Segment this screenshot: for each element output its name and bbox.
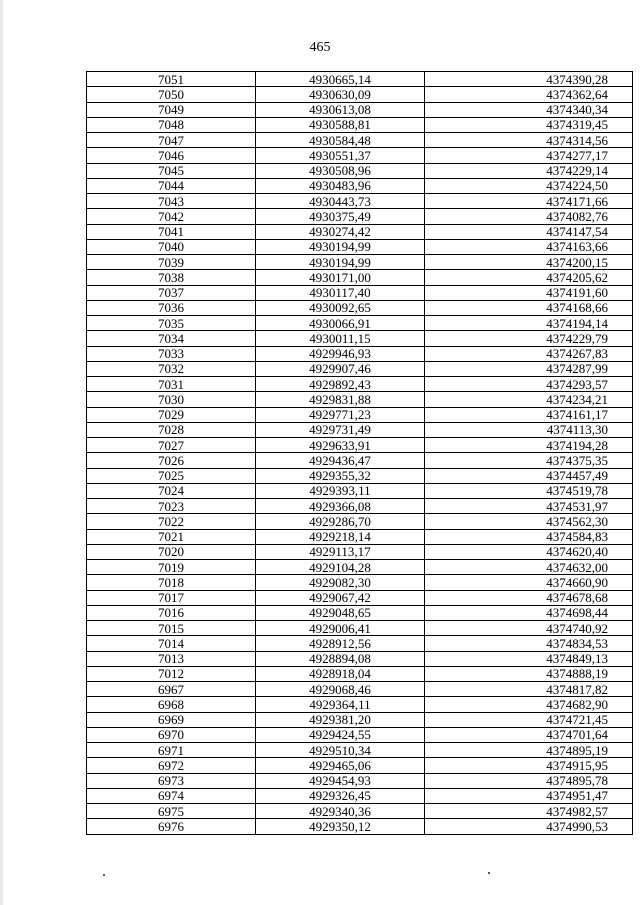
table-row	[87, 636, 633, 651]
table-row	[87, 178, 633, 193]
y-coordinate-cell: 4374147,54	[425, 224, 633, 239]
point-number-cell: 7013	[87, 651, 256, 666]
point-number-cell: 7017	[87, 590, 256, 605]
x-coordinate-cell: 4930194,99	[256, 255, 425, 270]
x-coordinate-cell: 4929082,30	[256, 575, 425, 590]
x-coordinate-cell: 4929393,11	[256, 483, 425, 498]
table-row	[87, 117, 633, 132]
x-coordinate-cell: 4929831,88	[256, 392, 425, 407]
y-coordinate-cell: 4374234,21	[425, 392, 633, 407]
point-number-cell: 7036	[87, 300, 256, 315]
table-row	[87, 575, 633, 590]
point-number-cell: 7035	[87, 316, 256, 331]
point-number-cell: 7012	[87, 666, 256, 681]
y-coordinate-cell: 4374740,92	[425, 621, 633, 636]
y-coordinate-cell: 4374168,66	[425, 300, 633, 315]
point-number-cell: 7019	[87, 560, 256, 575]
scan-edge	[0, 0, 3, 905]
table-row	[87, 133, 633, 148]
point-number-cell: 7049	[87, 102, 256, 117]
x-coordinate-cell: 4930630,09	[256, 87, 425, 102]
table-row	[87, 453, 633, 468]
x-coordinate-cell: 4930375,49	[256, 209, 425, 224]
point-number-cell: 7041	[87, 224, 256, 239]
point-number-cell: 7014	[87, 636, 256, 651]
x-coordinate-cell: 4929633,91	[256, 438, 425, 453]
table-row	[87, 377, 633, 392]
point-number-cell: 7027	[87, 438, 256, 453]
x-coordinate-cell: 4929326,45	[256, 788, 425, 803]
table-row	[87, 529, 633, 544]
x-coordinate-cell: 4928894,08	[256, 651, 425, 666]
point-number-cell: 7051	[87, 72, 256, 87]
table-row	[87, 743, 633, 758]
point-number-cell: 7034	[87, 331, 256, 346]
scan-dot	[488, 872, 490, 874]
point-number-cell: 7015	[87, 621, 256, 636]
x-coordinate-cell: 4929364,11	[256, 697, 425, 712]
x-coordinate-cell: 4930443,73	[256, 194, 425, 209]
point-number-cell: 7048	[87, 117, 256, 132]
point-number-cell: 7029	[87, 407, 256, 422]
x-coordinate-cell: 4928912,56	[256, 636, 425, 651]
x-coordinate-cell: 4930117,40	[256, 285, 425, 300]
x-coordinate-cell: 4929892,43	[256, 377, 425, 392]
y-coordinate-cell: 4374457,49	[425, 468, 633, 483]
table-row	[87, 102, 633, 117]
table-row	[87, 300, 633, 315]
table-row	[87, 666, 633, 681]
point-number-cell: 7045	[87, 163, 256, 178]
x-coordinate-cell: 4929907,46	[256, 361, 425, 376]
table-row	[87, 72, 633, 87]
point-number-cell: 6974	[87, 788, 256, 803]
point-number-cell: 7043	[87, 194, 256, 209]
y-coordinate-cell: 4374267,83	[425, 346, 633, 361]
table-row	[87, 712, 633, 727]
x-coordinate-cell: 4929104,28	[256, 560, 425, 575]
point-number-cell: 7032	[87, 361, 256, 376]
x-coordinate-cell: 4930274,42	[256, 224, 425, 239]
x-coordinate-cell: 4929355,32	[256, 468, 425, 483]
y-coordinate-cell: 4374229,79	[425, 331, 633, 346]
point-number-cell: 7020	[87, 544, 256, 559]
y-coordinate-cell: 4374113,30	[425, 422, 633, 437]
y-coordinate-cell: 4374362,64	[425, 87, 633, 102]
point-number-cell: 7026	[87, 453, 256, 468]
point-number-cell: 7033	[87, 346, 256, 361]
y-coordinate-cell: 4374082,76	[425, 209, 633, 224]
y-coordinate-cell: 4374390,28	[425, 72, 633, 87]
x-coordinate-cell: 4930066,91	[256, 316, 425, 331]
point-number-cell: 6972	[87, 758, 256, 773]
point-number-cell: 7038	[87, 270, 256, 285]
point-number-cell: 6975	[87, 804, 256, 819]
table-row	[87, 285, 633, 300]
table-row	[87, 361, 633, 376]
x-coordinate-cell: 4929465,06	[256, 758, 425, 773]
table-row	[87, 346, 633, 361]
y-coordinate-cell: 4374277,17	[425, 148, 633, 163]
page-number: 465	[309, 40, 331, 55]
y-coordinate-cell: 4374200,15	[425, 255, 633, 270]
y-coordinate-cell: 4374660,90	[425, 575, 633, 590]
point-number-cell: 7023	[87, 499, 256, 514]
point-number-cell: 7018	[87, 575, 256, 590]
table-row	[87, 407, 633, 422]
y-coordinate-cell: 4374951,47	[425, 788, 633, 803]
table-row	[87, 697, 633, 712]
x-coordinate-cell: 4929731,49	[256, 422, 425, 437]
x-coordinate-cell: 4929436,47	[256, 453, 425, 468]
x-coordinate-cell: 4929771,23	[256, 407, 425, 422]
y-coordinate-cell: 4374562,30	[425, 514, 633, 529]
table-row	[87, 468, 633, 483]
y-coordinate-cell: 4374293,57	[425, 377, 633, 392]
y-coordinate-cell: 4374834,53	[425, 636, 633, 651]
y-coordinate-cell: 4374205,62	[425, 270, 633, 285]
point-number-cell: 7040	[87, 239, 256, 254]
x-coordinate-cell: 4929510,34	[256, 743, 425, 758]
x-coordinate-cell: 4929381,20	[256, 712, 425, 727]
point-number-cell: 7028	[87, 422, 256, 437]
point-number-cell: 6969	[87, 712, 256, 727]
y-coordinate-cell: 4374678,68	[425, 590, 633, 605]
x-coordinate-cell: 4929067,42	[256, 590, 425, 605]
table-row	[87, 621, 633, 636]
x-coordinate-cell: 4930508,96	[256, 163, 425, 178]
point-number-cell: 7037	[87, 285, 256, 300]
point-number-cell: 6968	[87, 697, 256, 712]
x-coordinate-cell: 4929340,36	[256, 804, 425, 819]
x-coordinate-cell: 4930483,96	[256, 178, 425, 193]
table-row	[87, 605, 633, 620]
point-number-cell: 6973	[87, 773, 256, 788]
y-coordinate-cell: 4374163,66	[425, 239, 633, 254]
table-row	[87, 682, 633, 697]
table-row	[87, 804, 633, 819]
table-row	[87, 773, 633, 788]
table-row	[87, 194, 633, 209]
point-number-cell: 7031	[87, 377, 256, 392]
x-coordinate-cell: 4929068,46	[256, 682, 425, 697]
y-coordinate-cell: 4374194,28	[425, 438, 633, 453]
x-coordinate-cell: 4930588,81	[256, 117, 425, 132]
x-coordinate-cell: 4930011,15	[256, 331, 425, 346]
y-coordinate-cell: 4374319,45	[425, 117, 633, 132]
table-row	[87, 727, 633, 742]
table-row	[87, 255, 633, 270]
x-coordinate-cell: 4930613,08	[256, 102, 425, 117]
table-row	[87, 544, 633, 559]
point-number-cell: 7016	[87, 605, 256, 620]
x-coordinate-cell: 4930665,14	[256, 72, 425, 87]
table-row	[87, 392, 633, 407]
y-coordinate-cell: 4374531,97	[425, 499, 633, 514]
y-coordinate-cell: 4374915,95	[425, 758, 633, 773]
y-coordinate-cell: 4374584,83	[425, 529, 633, 544]
table-row	[87, 87, 633, 102]
table-row	[87, 560, 633, 575]
table-row	[87, 483, 633, 498]
point-number-cell: 7042	[87, 209, 256, 224]
coordinate-table	[86, 71, 633, 835]
y-coordinate-cell: 4374982,57	[425, 804, 633, 819]
coordinate-table-body	[87, 72, 633, 835]
table-row	[87, 422, 633, 437]
y-coordinate-cell: 4374229,14	[425, 163, 633, 178]
y-coordinate-cell: 4374224,50	[425, 178, 633, 193]
y-coordinate-cell: 4374682,90	[425, 697, 633, 712]
y-coordinate-cell: 4374161,17	[425, 407, 633, 422]
x-coordinate-cell: 4929366,08	[256, 499, 425, 514]
scan-dot	[103, 874, 105, 876]
table-row	[87, 316, 633, 331]
table-row	[87, 224, 633, 239]
y-coordinate-cell: 4374888,19	[425, 666, 633, 681]
table-row	[87, 499, 633, 514]
y-coordinate-cell: 4374375,35	[425, 453, 633, 468]
y-coordinate-cell: 4374698,44	[425, 605, 633, 620]
point-number-cell: 7024	[87, 483, 256, 498]
table-row	[87, 331, 633, 346]
y-coordinate-cell: 4374701,64	[425, 727, 633, 742]
y-coordinate-cell: 4374340,34	[425, 102, 633, 117]
x-coordinate-cell: 4930171,00	[256, 270, 425, 285]
x-coordinate-cell: 4929946,93	[256, 346, 425, 361]
table-row	[87, 651, 633, 666]
y-coordinate-cell: 4374620,40	[425, 544, 633, 559]
point-number-cell: 6967	[87, 682, 256, 697]
point-number-cell: 6976	[87, 819, 256, 834]
y-coordinate-cell: 4374849,13	[425, 651, 633, 666]
table-row	[87, 758, 633, 773]
point-number-cell: 7022	[87, 514, 256, 529]
x-coordinate-cell: 4930092,65	[256, 300, 425, 315]
table-row	[87, 438, 633, 453]
x-coordinate-cell: 4929218,14	[256, 529, 425, 544]
x-coordinate-cell: 4929350,12	[256, 819, 425, 834]
y-coordinate-cell: 4374519,78	[425, 483, 633, 498]
x-coordinate-cell: 4929454,93	[256, 773, 425, 788]
x-coordinate-cell: 4930551,37	[256, 148, 425, 163]
point-number-cell: 7025	[87, 468, 256, 483]
y-coordinate-cell: 4374314,56	[425, 133, 633, 148]
x-coordinate-cell: 4928918,04	[256, 666, 425, 681]
x-coordinate-cell: 4930194,99	[256, 239, 425, 254]
y-coordinate-cell: 4374194,14	[425, 316, 633, 331]
table-row	[87, 239, 633, 254]
point-number-cell: 7044	[87, 178, 256, 193]
x-coordinate-cell: 4929048,65	[256, 605, 425, 620]
table-row	[87, 514, 633, 529]
point-number-cell: 7050	[87, 87, 256, 102]
point-number-cell: 7030	[87, 392, 256, 407]
point-number-cell: 6970	[87, 727, 256, 742]
x-coordinate-cell: 4929286,70	[256, 514, 425, 529]
table-row	[87, 819, 633, 834]
point-number-cell: 7046	[87, 148, 256, 163]
y-coordinate-cell: 4374817,82	[425, 682, 633, 697]
y-coordinate-cell: 4374990,53	[425, 819, 633, 834]
table-row	[87, 148, 633, 163]
table-row	[87, 788, 633, 803]
y-coordinate-cell: 4374895,19	[425, 743, 633, 758]
point-number-cell: 7039	[87, 255, 256, 270]
y-coordinate-cell: 4374721,45	[425, 712, 633, 727]
x-coordinate-cell: 4929006,41	[256, 621, 425, 636]
x-coordinate-cell: 4929113,17	[256, 544, 425, 559]
point-number-cell: 7021	[87, 529, 256, 544]
table-row	[87, 163, 633, 178]
x-coordinate-cell: 4929424,55	[256, 727, 425, 742]
table-row	[87, 209, 633, 224]
y-coordinate-cell: 4374632,00	[425, 560, 633, 575]
y-coordinate-cell: 4374287,99	[425, 361, 633, 376]
point-number-cell: 7047	[87, 133, 256, 148]
table-row	[87, 590, 633, 605]
y-coordinate-cell: 4374895,78	[425, 773, 633, 788]
y-coordinate-cell: 4374191,60	[425, 285, 633, 300]
table-row	[87, 270, 633, 285]
x-coordinate-cell: 4930584,48	[256, 133, 425, 148]
point-number-cell: 6971	[87, 743, 256, 758]
y-coordinate-cell: 4374171,66	[425, 194, 633, 209]
